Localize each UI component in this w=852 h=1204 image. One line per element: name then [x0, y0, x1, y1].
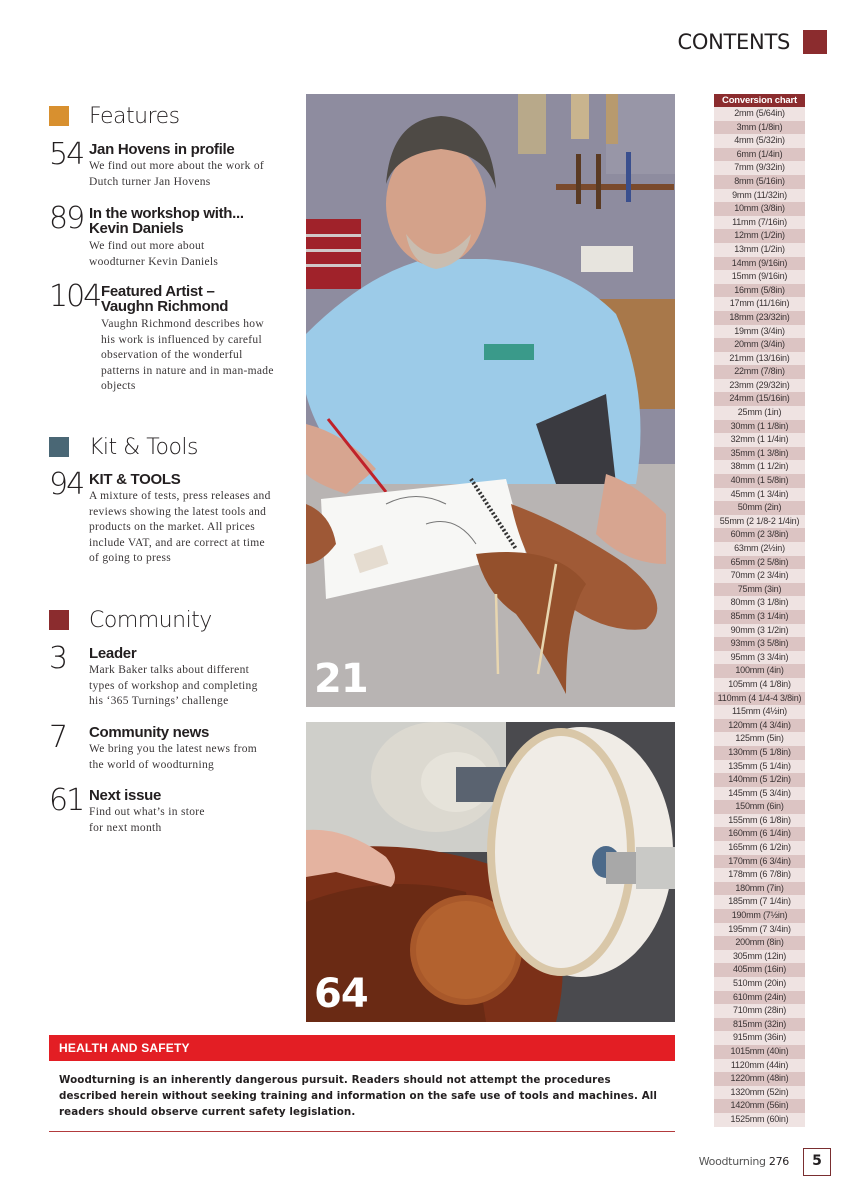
conversion-row: 18mm (23/32in) [714, 311, 805, 325]
conversion-row: 16mm (5/8in) [714, 284, 805, 298]
entry-title: Next issue [89, 787, 162, 804]
conversion-row: 12mm (1/2in) [714, 229, 805, 243]
entry-desc: We bring you the latest news from the world of woodturning [89, 743, 258, 771]
conversion-row: 17mm (11/16in) [714, 297, 805, 311]
conversion-row: 120mm (4 3/4in) [714, 719, 805, 733]
conversion-row: 140mm (5 1/2in) [714, 773, 805, 787]
section-label: Community [89, 607, 212, 633]
entry-desc: We find out more about woodturner Kevin Daniels [89, 240, 219, 268]
footer-magazine-issue [699, 1155, 789, 1168]
section-features [49, 101, 180, 131]
conversion-row: 90mm (3 1/2in) [714, 624, 805, 638]
section-kit-tools [49, 432, 198, 462]
conversion-row: 93mm (3 5/8in) [714, 637, 805, 651]
photo-page-number: 64 [314, 971, 368, 1017]
conversion-row: 60mm (2 3/8in) [714, 528, 805, 542]
entry-title: Featured Artist – Vaughn Richmond [101, 283, 229, 315]
page-number: 89 [49, 201, 84, 236]
conversion-row: 40mm (1 5/8in) [714, 474, 805, 488]
conversion-row: 20mm (3/4in) [714, 338, 805, 352]
kit-color-square [49, 437, 69, 457]
conversion-row: 75mm (3in) [714, 583, 805, 597]
conversion-row: 160mm (6 1/4in) [714, 827, 805, 841]
conversion-row: 65mm (2 5/8in) [714, 556, 805, 570]
conversion-row: 815mm (32in) [714, 1018, 805, 1032]
entry-title: Jan Hovens in profile [89, 141, 235, 158]
section-label: Kit & Tools [89, 434, 199, 460]
conversion-row: 155mm (6 1/8in) [714, 814, 805, 828]
entry-desc: Mark Baker talks about different types of workshop and completing his ‘365 Turnings’ challenge [89, 664, 258, 707]
conversion-row: 55mm (2 1/8-2 1/4in) [714, 515, 805, 529]
conversion-row: 145mm (5 3/4in) [714, 787, 805, 801]
conversion-row: 9mm (11/32in) [714, 189, 805, 203]
conversion-row: 50mm (2in) [714, 501, 805, 515]
health-safety-divider [49, 1131, 675, 1132]
section-label: Features [89, 103, 180, 129]
entry-desc: We find out more about the work of Dutch turner Jan Hovens [89, 160, 265, 188]
page-number: 61 [49, 783, 84, 818]
conversion-row: 710mm (28in) [714, 1004, 805, 1018]
entry-title: Leader [89, 645, 137, 662]
conversion-chart-title: Conversion chart [714, 94, 805, 107]
conversion-row: 115mm (4½in) [714, 705, 805, 719]
conversion-row: 4mm (5/32in) [714, 134, 805, 148]
entry-title: Community news [89, 724, 209, 741]
conversion-row: 24mm (15/16in) [714, 392, 805, 406]
conversion-row: 510mm (20in) [714, 977, 805, 991]
conversion-row: 1525mm (60in) [714, 1113, 805, 1127]
conversion-row: 22mm (7/8in) [714, 365, 805, 379]
conversion-row: 45mm (1 3/4in) [714, 488, 805, 502]
features-color-square [49, 106, 69, 126]
conversion-row: 21mm (13/16in) [714, 352, 805, 366]
conversion-row: 150mm (6in) [714, 800, 805, 814]
conversion-row: 15mm (9/16in) [714, 270, 805, 284]
conversion-row: 1420mm (56in) [714, 1099, 805, 1113]
photo-page-number: 21 [314, 656, 368, 702]
conversion-row: 135mm (5 1/4in) [714, 760, 805, 774]
entry-desc: A mixture of tests, press releases and reviews showing the latest tools and products on the market. All prices include VAT, and are correct at time of going to press [89, 490, 271, 564]
entry-title: KIT & TOOLS [89, 471, 181, 488]
conversion-row: 125mm (5in) [714, 732, 805, 746]
conversion-row: 30mm (1 1/8in) [714, 420, 805, 434]
conversion-row: 200mm (8in) [714, 936, 805, 950]
conversion-row: 11mm (7/16in) [714, 216, 805, 230]
conversion-chart-rows [714, 107, 805, 1127]
conversion-row: 13mm (1/2in) [714, 243, 805, 257]
health-safety-title: HEALTH AND SAFETY [59, 1041, 190, 1055]
health-safety-text: Woodturning is an inherently dangerous pursuit. Readers should not attempt the procedures described herein without seeking training and information on the safe use of tools and machines. All readers should observe current safety legislation. [59, 1074, 658, 1118]
conversion-row: 6mm (1/4in) [714, 148, 805, 162]
conversion-row: 195mm (7 3/4in) [714, 923, 805, 937]
page-title: CONTENTS [677, 30, 790, 54]
entry-desc: Vaughn Richmond describes how his work is influenced by careful observation of the wonderful patterns in nature and in man-made objects [101, 318, 274, 392]
conversion-row: 25mm (1in) [714, 406, 805, 420]
toc-entry[interactable] [49, 201, 294, 268]
toc-entry[interactable] [49, 137, 294, 188]
conversion-row: 95mm (3 3/4in) [714, 651, 805, 665]
photo-buffing-wheel[interactable] [306, 722, 675, 1022]
title-accent-square [803, 30, 827, 54]
conversion-row: 180mm (7in) [714, 882, 805, 896]
conversion-row: 915mm (36in) [714, 1031, 805, 1045]
conversion-row: 19mm (3/4in) [714, 325, 805, 339]
conversion-row: 185mm (7 1/4in) [714, 895, 805, 909]
conversion-row: 8mm (5/16in) [714, 175, 805, 189]
page-number-box: 5 [803, 1148, 831, 1176]
conversion-row: 38mm (1 1/2in) [714, 460, 805, 474]
conversion-row: 14mm (9/16in) [714, 257, 805, 271]
footer-issue-number: 276 [768, 1155, 789, 1168]
photo-artist-drawing[interactable] [306, 94, 675, 707]
conversion-row: 405mm (16in) [714, 963, 805, 977]
conversion-row: 1320mm (52in) [714, 1086, 805, 1100]
conversion-row: 190mm (7½in) [714, 909, 805, 923]
conversion-row: 130mm (5 1/8in) [714, 746, 805, 760]
toc-entry[interactable] [49, 720, 294, 771]
toc-entry[interactable] [49, 783, 294, 834]
conversion-row: 305mm (12in) [714, 950, 805, 964]
community-color-square [49, 610, 69, 630]
conversion-row: 85mm (3 1/4in) [714, 610, 805, 624]
conversion-row: 3mm (1/8in) [714, 121, 805, 135]
health-safety-banner [49, 1035, 675, 1061]
section-community [49, 605, 212, 635]
conversion-row: 7mm (9/32in) [714, 161, 805, 175]
toc-entry[interactable] [49, 467, 294, 572]
conversion-row: 80mm (3 1/8in) [714, 596, 805, 610]
conversion-row: 165mm (6 1/2in) [714, 841, 805, 855]
conversion-row: 70mm (2 3/4in) [714, 569, 805, 583]
page-number: 104 [49, 279, 101, 314]
page-number: 94 [49, 467, 84, 502]
conversion-row: 23mm (29/32in) [714, 379, 805, 393]
conversion-row: 105mm (4 1/8in) [714, 678, 805, 692]
page-number: 7 [49, 720, 67, 755]
conversion-row: 178mm (6 7/8in) [714, 868, 805, 882]
conversion-row: 32mm (1 1/4in) [714, 433, 805, 447]
photo-artist-illustration [306, 94, 675, 707]
conversion-row: 610mm (24in) [714, 991, 805, 1005]
entry-desc: Find out what’s in store for next month [89, 806, 205, 834]
conversion-row: 63mm (2½in) [714, 542, 805, 556]
conversion-row: 2mm (5/64in) [714, 107, 805, 121]
conversion-row: 10mm (3/8in) [714, 202, 805, 216]
conversion-row: 170mm (6 3/4in) [714, 855, 805, 869]
entry-title: In the workshop with... Kevin Daniels [89, 205, 244, 237]
page-number: 3 [49, 641, 67, 676]
conversion-row: 35mm (1 3/8in) [714, 447, 805, 461]
conversion-row: 110mm (4 1/4-4 3/8in) [714, 692, 805, 706]
toc-entry[interactable] [49, 279, 294, 394]
toc-entry[interactable] [49, 641, 294, 707]
footer-magazine-name: Woodturning [698, 1155, 766, 1168]
page-number: 54 [49, 137, 84, 172]
conversion-chart [714, 94, 805, 1127]
conversion-row: 1220mm (48in) [714, 1072, 805, 1086]
conversion-row: 1015mm (40in) [714, 1045, 805, 1059]
conversion-row: 1120mm (44in) [714, 1059, 805, 1073]
conversion-row: 100mm (4in) [714, 664, 805, 678]
